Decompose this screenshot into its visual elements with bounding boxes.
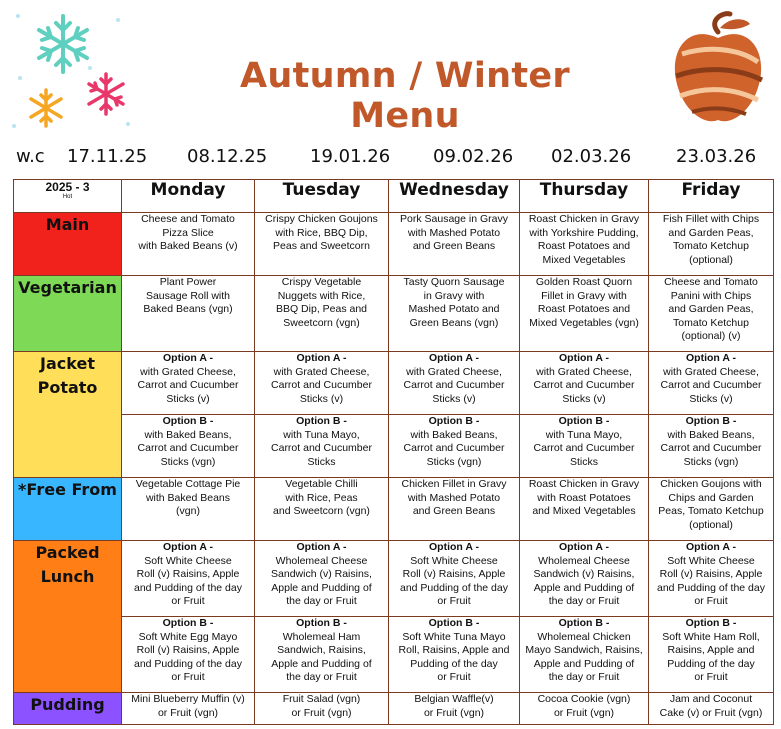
dish-text: with Tuna Mayo, Carrot and Cucumber Sticks xyxy=(533,428,635,468)
option-label: Option B - xyxy=(685,415,737,427)
dish-text: Wholemeal Cheese Sandwich (v) Raisins, Apple and Pudding of the day or Fruit xyxy=(533,554,635,608)
dish-text: Vegetable Chilli with Rice, Peas and Sweetcorn (vgn) xyxy=(273,478,370,518)
dish-text: Cheese and Tomato Pizza Slice with Baked Beans (v) xyxy=(138,213,238,253)
dish-text: Soft White Cheese Roll (v) Raisins, Apple and Pudding of the day or Fruit xyxy=(399,554,508,608)
dish-text: Fruit Salad (vgn) or Fruit (vgn) xyxy=(282,693,361,719)
option-label: Option A - xyxy=(163,352,213,364)
week-date: 23.03.26 xyxy=(676,146,757,167)
dish-text: Vegetable Cottage Pie with Baked Beans (vgn) xyxy=(135,478,241,518)
snowflake-orange-icon xyxy=(31,90,61,126)
day-header: Wednesday xyxy=(389,180,520,213)
jacket-option-b-row xyxy=(14,415,774,478)
menu-cell xyxy=(255,352,389,415)
menu-cell xyxy=(520,415,649,478)
menu-cell xyxy=(122,352,255,415)
dish-text: Jam and Coconut Cake (v) or Fruit (vgn) xyxy=(659,693,763,719)
menu-cell xyxy=(122,617,255,693)
menu-cell xyxy=(122,478,255,541)
option-label: Option B - xyxy=(428,617,480,629)
dish-text: Mini Blueberry Muffin (v) or Fruit (vgn) xyxy=(131,693,245,719)
day-header: Thursday xyxy=(520,180,649,213)
option-label: Option B - xyxy=(296,415,347,427)
menu-cell xyxy=(389,415,520,478)
menu-cell xyxy=(520,213,649,276)
option-label: Option A - xyxy=(163,541,213,553)
menu-cell xyxy=(649,693,774,725)
dish-text: with Grated Cheese, Carrot and Cucumber Sticks (v) xyxy=(271,365,372,405)
week-commencing-dates xyxy=(0,146,781,172)
dish-text: Cheese and Tomato Panini with Chips and Garden Peas, Tomato Ketchup (optional) (v) xyxy=(664,276,758,343)
week-date: 09.02.26 xyxy=(433,146,514,167)
option-label: Option B - xyxy=(162,415,214,427)
menu-cell xyxy=(649,541,774,617)
menu-cell xyxy=(255,415,389,478)
category-label: Jacket Potato xyxy=(37,354,98,397)
menu-cell xyxy=(122,693,255,725)
dish-text: Chicken Fillet in Gravy with Mashed Potato and Green Beans xyxy=(401,478,507,518)
table-corner xyxy=(14,180,122,213)
category-free-from: *Free From xyxy=(14,478,122,541)
option-label: Option A - xyxy=(559,541,609,553)
option-label: Option B - xyxy=(296,617,347,629)
week-date: 08.12.25 xyxy=(187,146,268,167)
dish-text: with Baked Beans, Carrot and Cucumber Sticks (vgn) xyxy=(137,428,239,468)
category-pudding: Pudding xyxy=(14,693,122,725)
option-label: Option B - xyxy=(685,617,737,629)
dish-text: Tasty Quorn Sausage in Gravy with Mashed Potato and Green Beans (vgn) xyxy=(403,276,505,329)
menu-cell xyxy=(255,541,389,617)
week-date: 02.03.26 xyxy=(551,146,632,167)
dish-text: Soft White Cheese Roll (v) Raisins, Apple and Pudding of the day or Fruit xyxy=(133,554,242,608)
option-label: Option B - xyxy=(558,617,610,629)
dish-text: Wholemeal Chicken Mayo Sandwich, Raisins, Apple and Pudding of the day or Fruit xyxy=(525,630,643,684)
menu-cell xyxy=(520,276,649,352)
category-vegetarian: Vegetarian xyxy=(14,276,122,352)
menu-cell xyxy=(255,693,389,725)
menu-cell xyxy=(520,478,649,541)
menu-cell xyxy=(255,276,389,352)
dish-text: with Grated Cheese, Carrot and Cucumber Sticks (v) xyxy=(660,365,762,405)
category-main: Main xyxy=(14,213,122,276)
menu-cell xyxy=(649,352,774,415)
dish-text: with Baked Beans, Carrot and Cucumber Sticks (vgn) xyxy=(660,428,762,468)
dish-text: with Grated Cheese, Carrot and Cucumber Sticks (v) xyxy=(533,365,635,405)
menu-cell xyxy=(520,617,649,693)
dish-text: Cocoa Cookie (vgn) or Fruit (vgn) xyxy=(537,693,631,719)
dish-text: Roast Chicken in Gravy with Yorkshire Pudding, Roast Potatoes and Mixed Vegetables xyxy=(528,213,640,266)
menu-cell xyxy=(520,352,649,415)
option-label: Option A - xyxy=(429,352,479,364)
dish-text: Fish Fillet with Chips and Garden Peas, Tomato Ketchup (optional) xyxy=(662,213,760,266)
dish-text: with Grated Cheese, Carrot and Cucumber Sticks (v) xyxy=(137,365,239,405)
dish-text: Soft White Cheese Roll (v) Raisins, Apple and Pudding of the day or Fruit xyxy=(656,554,765,608)
term-label: 2025 - 3 xyxy=(45,180,90,194)
menu-cell xyxy=(389,213,520,276)
option-label: Option B - xyxy=(558,415,610,427)
menu-cell xyxy=(389,478,520,541)
dish-text: Pork Sausage in Gravy with Mashed Potato and Green Beans xyxy=(400,213,508,253)
menu-cell xyxy=(389,352,520,415)
menu-cell xyxy=(520,541,649,617)
menu-cell xyxy=(649,415,774,478)
packed-option-b-row xyxy=(14,617,774,693)
dish-text: Crispy Chicken Goujons with Rice, BBQ Dip, Peas and Sweetcorn xyxy=(265,213,378,253)
snowflakes-decoration-icon xyxy=(8,6,138,136)
dish-text: Wholemeal Cheese Sandwich (v) Raisins, Apple and Pudding of the day or Fruit xyxy=(271,554,372,608)
dish-text: Crispy Vegetable Nuggets with Rice, BBQ Dip, Peas and Sweetcorn (vgn) xyxy=(275,276,368,329)
menu-cell xyxy=(389,693,520,725)
dish-text: Soft White Egg Mayo Roll (v) Raisins, Apple and Pudding of the day or Fruit xyxy=(133,630,242,684)
dish-text: Chicken Goujons with Chips and Garden Peas, Tomato Ketchup (optional) xyxy=(658,478,764,531)
apple-logo-icon xyxy=(668,10,768,130)
dish-text: Roast Chicken in Gravy with Roast Potatoes and Mixed Vegetables xyxy=(528,478,640,518)
option-label: Option A - xyxy=(429,541,479,553)
page-title: Autumn / Winter Menu xyxy=(240,56,570,136)
week-date: 19.01.26 xyxy=(310,146,391,167)
menu-cell xyxy=(520,693,649,725)
dish-text: Soft White Ham Roll, Raisins, Apple and Pudding of the day or Fruit xyxy=(662,630,760,684)
dish-text: with Tuna Mayo, Carrot and Cucumber Sticks xyxy=(271,428,372,468)
category-label: Packed Lunch xyxy=(35,543,100,586)
option-label: Option A - xyxy=(296,352,347,364)
day-header: Monday xyxy=(122,180,255,213)
option-label: Option A - xyxy=(686,352,736,364)
week-date: 17.11.25 xyxy=(67,146,148,167)
menu-cell xyxy=(255,213,389,276)
free-from-row xyxy=(14,478,774,541)
dish-text: Wholemeal Ham Sandwich, Raisins, Apple and Pudding of the day or Fruit xyxy=(271,630,372,684)
option-label: Option B - xyxy=(428,415,480,427)
menu-cell xyxy=(649,478,774,541)
vegetarian-row xyxy=(14,276,774,352)
menu-cell xyxy=(649,213,774,276)
option-label: Option A - xyxy=(686,541,736,553)
menu-cell xyxy=(389,617,520,693)
snowflake-pink-icon xyxy=(89,74,123,114)
menu-table xyxy=(13,179,774,725)
menu-cell xyxy=(649,276,774,352)
dish-text: with Grated Cheese, Carrot and Cucumber Sticks (v) xyxy=(403,365,505,405)
option-label: Option A - xyxy=(559,352,609,364)
day-header: Friday xyxy=(649,180,774,213)
menu-cell xyxy=(122,541,255,617)
day-header: Tuesday xyxy=(255,180,389,213)
menu-cell xyxy=(255,617,389,693)
menu-cell xyxy=(122,415,255,478)
category-jacket-potato xyxy=(14,352,122,478)
option-label: Option A - xyxy=(296,541,347,553)
dish-text: Golden Roast Quorn Fillet in Gravy with Roast Potatoes and Mixed Vegetables (vgn) xyxy=(529,276,639,329)
menu-cell xyxy=(255,478,389,541)
packed-option-a-row xyxy=(14,541,774,617)
pudding-row xyxy=(14,693,774,725)
category-packed-lunch xyxy=(14,541,122,693)
menu-cell xyxy=(122,213,255,276)
menu-cell xyxy=(389,541,520,617)
menu-cell xyxy=(649,617,774,693)
dish-text: with Baked Beans, Carrot and Cucumber Sticks (vgn) xyxy=(403,428,505,468)
wc-label: w.c xyxy=(16,146,45,167)
snowflake-teal-icon xyxy=(39,16,87,72)
jacket-option-a-row xyxy=(14,352,774,415)
dish-text: Belgian Waffle(v) or Fruit (vgn) xyxy=(414,693,494,719)
dish-text: Soft White Tuna Mayo Roll, Raisins, Apple and Pudding of the day or Fruit xyxy=(398,630,510,684)
menu-cell xyxy=(122,276,255,352)
menu-cell xyxy=(389,276,520,352)
option-label: Option B - xyxy=(162,617,214,629)
main-row xyxy=(14,213,774,276)
hot-label: Hot xyxy=(62,194,73,200)
dish-text: Plant Power Sausage Roll with Baked Beans (vgn) xyxy=(143,276,233,316)
